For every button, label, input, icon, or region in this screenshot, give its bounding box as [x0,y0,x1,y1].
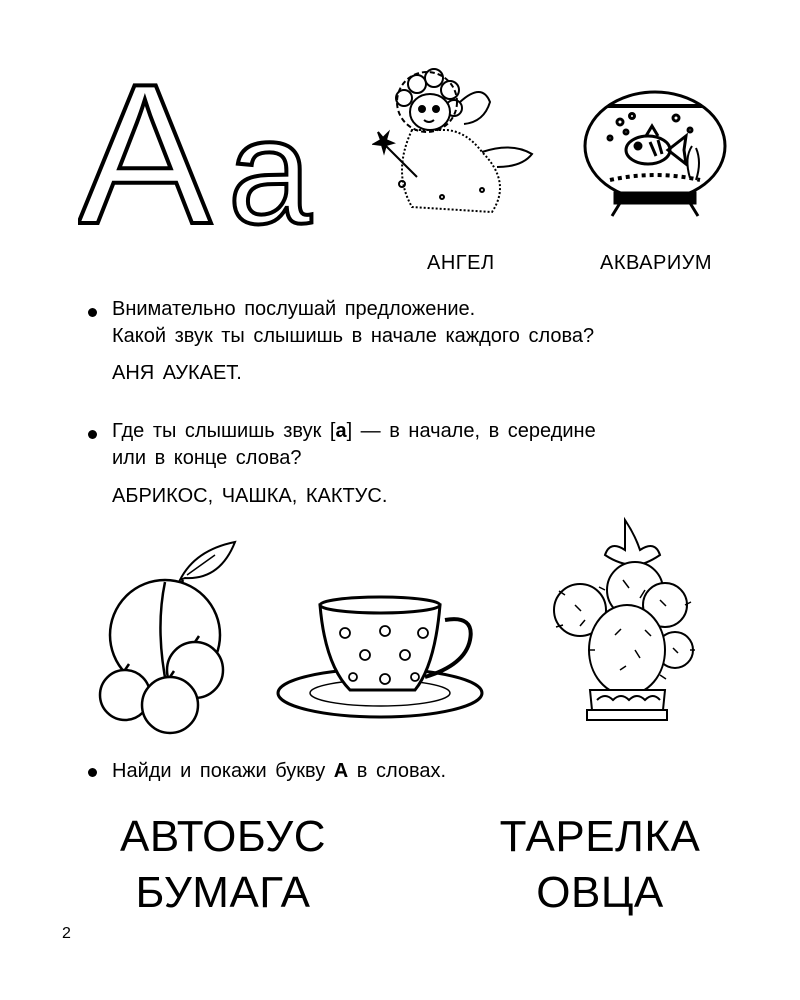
task3-text: Найди и покажи букву А в словах. [112,760,447,782]
task1-line2: Какой звук ты слышишь в начале каждого слова? [112,325,595,347]
angel-icon [372,62,542,222]
task1-example: АНЯ АУКАЕТ. [112,362,242,384]
page-number: 2 [62,925,71,942]
cup-icon [275,595,490,725]
cactus-icon [545,510,695,730]
word-tarelka: ТАРЕЛКА [499,812,701,861]
aquarium-caption: АКВАРИУМ [600,252,713,274]
task2-line1: Где ты слышишь звук [а] — в начале, в середине [112,420,596,442]
bullet-task1 [88,308,97,317]
word-avtobus: АВТОБУС [120,812,326,861]
task1-text [112,296,594,350]
bullet-task2 [88,430,97,439]
task1-line1: Внимательно послушай предложение. [112,298,476,320]
uppercase-letter: А [78,68,212,238]
task2-line2: или в конце слова? [112,447,302,469]
sound-a: а [335,420,347,442]
lowercase-letter: а [228,87,312,238]
angel-caption: АНГЕЛ [427,252,495,274]
apricot-icon [95,540,245,735]
word-bumaga: БУМАГА [135,868,311,917]
letter-a-bold: А [333,760,349,782]
word-ovtsa: ОВЦА [536,868,664,917]
bullet-task3 [88,768,97,777]
task2-example: АБРИКОС, ЧАШКА, КАКТУС. [112,485,388,507]
aquarium-icon [580,88,730,218]
task2-text [112,418,596,472]
big-letters [78,68,368,238]
